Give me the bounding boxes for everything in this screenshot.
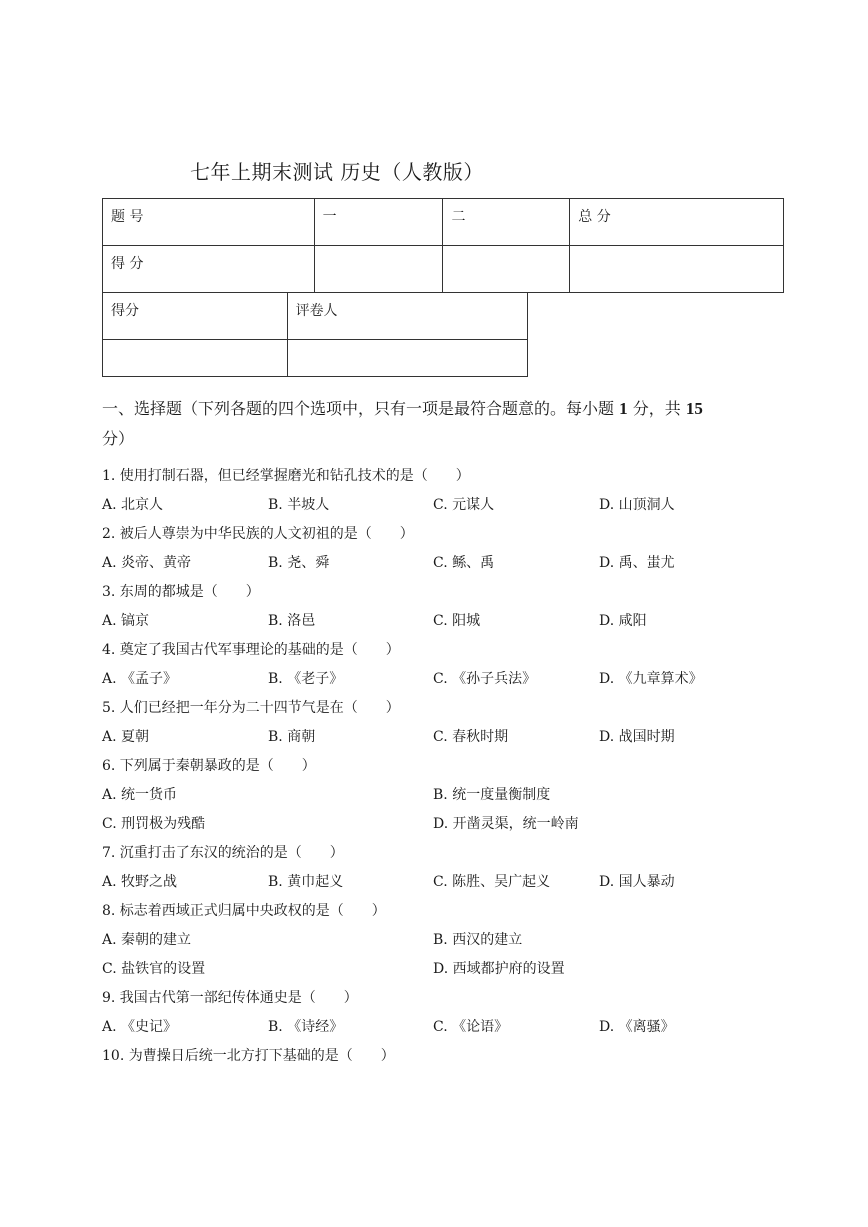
score-table-header (103, 199, 784, 246)
option-d: D. 开凿灵渠，统一岭南 (433, 816, 579, 832)
option-a: A. 夏朝 (102, 729, 150, 745)
grader-cell-blank (103, 340, 288, 377)
option-c: C. 《论语》 (433, 1019, 509, 1035)
option-row (102, 926, 802, 955)
grader-table-row (103, 340, 528, 377)
grader-header-cell: 得分 (103, 293, 288, 340)
score-cell-blank (443, 246, 570, 293)
section-heading (102, 394, 752, 454)
option-c: C. 春秋时期 (433, 729, 509, 745)
option-c: C. 刑罚极为残酷 (102, 816, 206, 832)
question-stem: 8. 标志着西域正式归属中央政权的是（ ） (102, 903, 386, 919)
question-stem: 9. 我国古代第一部纪传体通史是（ ） (102, 990, 358, 1006)
option-c: C. 《孙子兵法》 (433, 671, 537, 687)
option-b: B. 商朝 (268, 729, 316, 745)
option-b: B. 洛邑 (268, 613, 316, 629)
grader-table-header (103, 293, 528, 340)
score-header-cell: 一 (314, 199, 443, 246)
page-title: 七年上期末测试 历史（人教版） (190, 160, 484, 184)
option-row (102, 868, 802, 897)
question-stem: 6. 下列属于秦朝暴政的是（ ） (102, 758, 316, 774)
option-b: B. 《诗经》 (268, 1019, 344, 1035)
section-text: 分） (102, 429, 135, 448)
option-row (102, 665, 802, 694)
option-a: A. 秦朝的建立 (102, 932, 192, 948)
option-d: D. 西域都护府的设置 (433, 961, 565, 977)
option-c: C. 元谋人 (433, 497, 495, 513)
option-c: C. 鲧、禹 (433, 555, 495, 571)
option-row (102, 607, 802, 636)
option-c: C. 盐铁官的设置 (102, 961, 206, 977)
option-row (102, 810, 802, 839)
score-table (102, 198, 784, 293)
section-score-per: 1 (619, 399, 628, 418)
question-stem: 10. 为曹操日后统一北方打下基础的是（ ） (102, 1048, 395, 1064)
option-row (102, 491, 802, 520)
option-c: C. 阳城 (433, 613, 481, 629)
option-d: D. 咸阳 (599, 613, 647, 629)
score-header-cell: 总 分 (570, 199, 784, 246)
option-d: D. 《离骚》 (599, 1019, 675, 1035)
question-stem: 5. 人们已经把一年分为二十四节气是在（ ） (102, 700, 400, 716)
option-c: C. 陈胜、吴广起义 (433, 874, 551, 890)
score-cell-blank (314, 246, 443, 293)
question-list (102, 462, 802, 1071)
question-stem: 3. 东周的都城是（ ） (102, 584, 260, 600)
section-total: 15 (685, 399, 703, 418)
score-row-label: 得 分 (103, 246, 315, 293)
option-b: B. 半坡人 (268, 497, 330, 513)
option-a: A. 统一货币 (102, 787, 178, 803)
option-d: D. 战国时期 (599, 729, 675, 745)
question-stem: 7. 沉重打击了东汉的统治的是（ ） (102, 845, 344, 861)
question-stem: 4. 奠定了我国古代军事理论的基础的是（ ） (102, 642, 400, 658)
option-b: B. 统一度量衡制度 (433, 787, 551, 803)
score-header-cell: 二 (443, 199, 570, 246)
score-header-cell: 题 号 (103, 199, 315, 246)
option-d: D. 国人暴动 (599, 874, 675, 890)
option-row (102, 549, 802, 578)
option-a: A. 北京人 (102, 497, 164, 513)
option-b: B. 西汉的建立 (433, 932, 523, 948)
option-a: A. 牧野之战 (102, 874, 178, 890)
grader-table (102, 292, 528, 377)
option-row (102, 1013, 802, 1042)
question-stem: 1. 使用打制石器，但已经掌握磨光和钻孔技术的是（ ） (102, 468, 470, 484)
grader-cell-blank (287, 340, 527, 377)
option-row (102, 781, 802, 810)
option-row (102, 723, 802, 752)
option-b: B. 《老子》 (268, 671, 344, 687)
option-a: A. 《史记》 (102, 1019, 178, 1035)
question-stem: 2. 被后人尊崇为中华民族的人文初祖的是（ ） (102, 526, 414, 542)
option-a: A. 镐京 (102, 613, 150, 629)
option-a: A. 《孟子》 (102, 671, 178, 687)
section-text: 一、选择题（下列各题的四个选项中，只有一项是最符合题意的。每小题 (102, 399, 615, 418)
option-b: B. 黄巾起义 (268, 874, 344, 890)
score-cell-blank (570, 246, 784, 293)
section-text: 分，共 (632, 399, 681, 418)
option-d: D. 禹、蚩尤 (599, 555, 675, 571)
score-table-row (103, 246, 784, 293)
grader-header-cell: 评卷人 (287, 293, 527, 340)
option-d: D. 山顶洞人 (599, 497, 675, 513)
option-d: D. 《九章算术》 (599, 671, 703, 687)
option-a: A. 炎帝、黄帝 (102, 555, 192, 571)
option-b: B. 尧、舜 (268, 555, 330, 571)
option-row (102, 955, 802, 984)
